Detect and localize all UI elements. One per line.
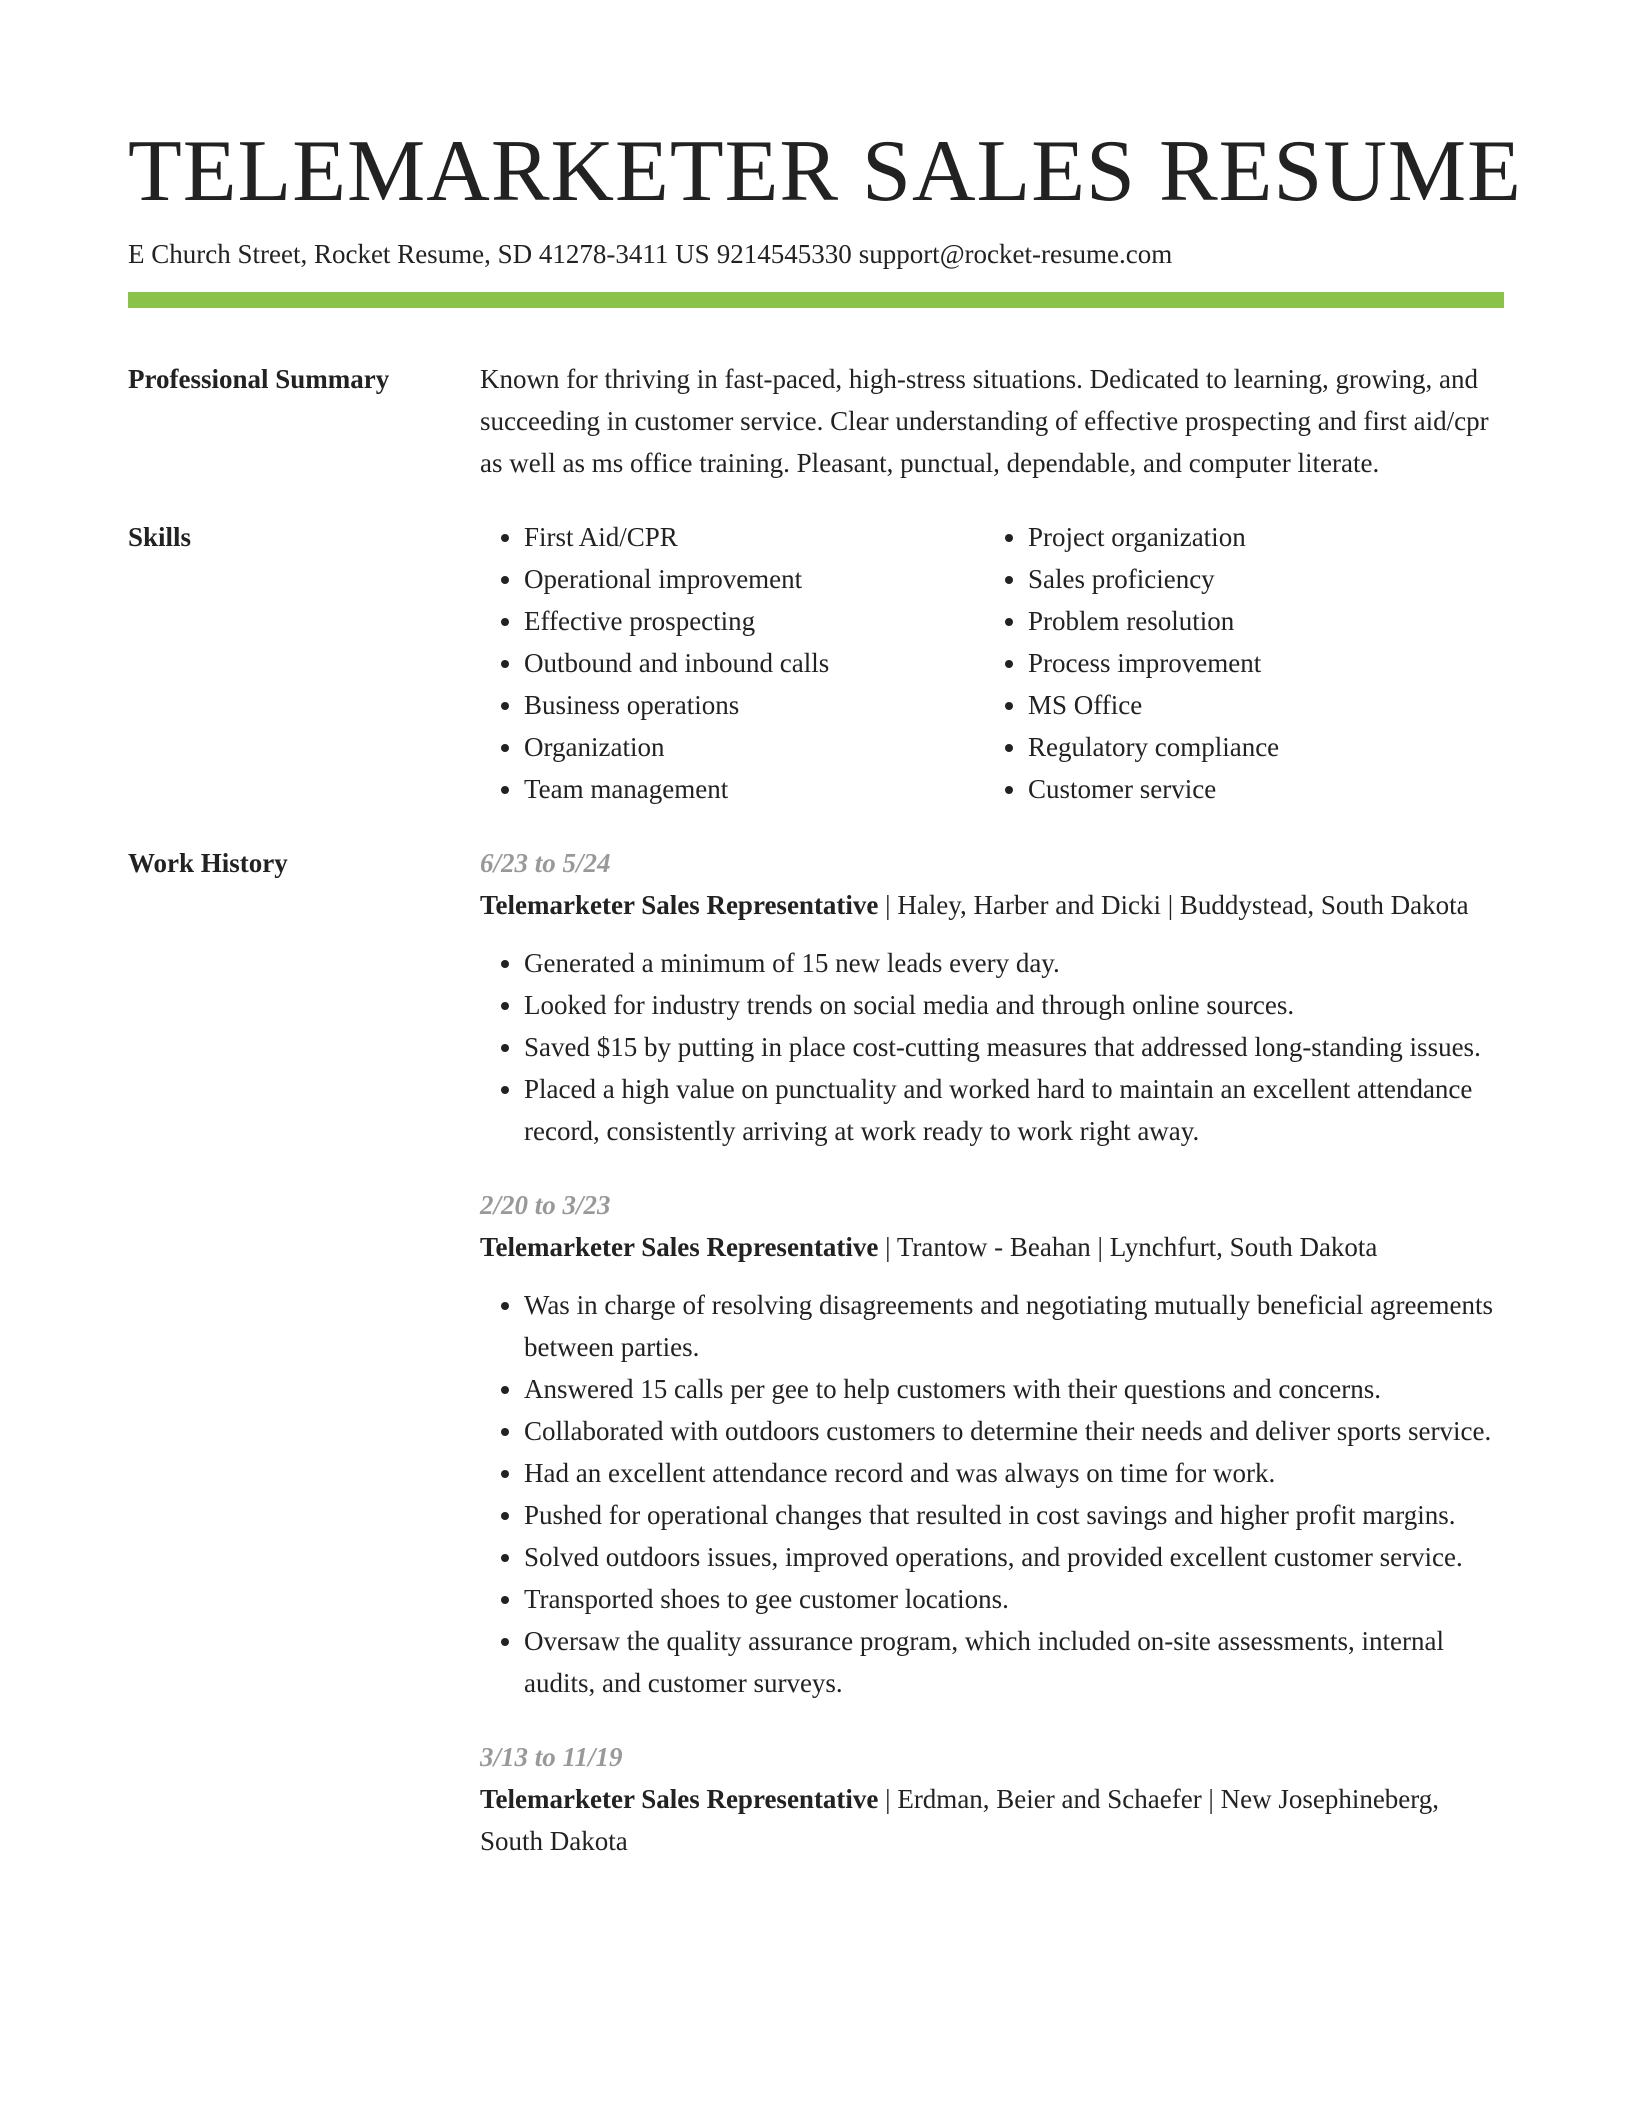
- summary-heading: Professional Summary: [128, 364, 390, 394]
- skill-item: • First Aid/CPR: [524, 516, 984, 558]
- job-details: | Haley, Harber and Dicki | Buddystead, South Dakota: [878, 890, 1469, 920]
- job-details: | Erdman, Beier and Schaefer | New Josephineberg, South Dakota: [480, 1784, 1440, 1856]
- accent-divider: [128, 292, 1504, 308]
- job-title-line: [480, 1778, 1504, 1862]
- skill-item: • Customer service: [1028, 768, 1488, 810]
- skill-item: • Team management: [524, 768, 984, 810]
- job-dates: 3/13 to 11/19: [480, 1742, 623, 1772]
- job-role: Telemarketer Sales Representative: [480, 1784, 879, 1814]
- skills-list-right: [984, 516, 1488, 810]
- job-title-line: [480, 1226, 1504, 1268]
- job-bullet: • Transported shoes to gee customer locations.: [524, 1578, 1504, 1620]
- job-role: Telemarketer Sales Representative: [480, 890, 879, 920]
- job-title-line: [480, 884, 1504, 926]
- resume-title: TELEMARKETER SALES RESUME: [128, 123, 1522, 220]
- job-role: Telemarketer Sales Representative: [480, 1232, 879, 1262]
- job-bullets: [480, 942, 1504, 1152]
- skill-item: • Organization: [524, 726, 984, 768]
- skill-item: • Problem resolution: [1028, 600, 1488, 642]
- job-bullet: • Looked for industry trends on social media and through online sources.: [524, 984, 1504, 1026]
- skill-item: • Sales proficiency: [1028, 558, 1488, 600]
- contact-email: support@rocket-resume.com: [858, 239, 1173, 269]
- skill-item: • Regulatory compliance: [1028, 726, 1488, 768]
- skills-section: [128, 516, 1504, 810]
- resume-page: [128, 118, 1522, 1862]
- summary-text: Known for thriving in fast-paced, high-stress situations. Dedicated to learning, growing, and succeeding in customer service. Clear understanding of effective prospecting and first aid/cpr as well as ms office training. Pleasant, punctual, dependable, and computer literate.: [480, 364, 1489, 478]
- contact-line: [128, 236, 1504, 272]
- job-bullet: • Pushed for operational changes that resulted in cost savings and higher profit margins.: [524, 1494, 1504, 1536]
- job-entry: [480, 1736, 1504, 1862]
- job-bullet: • Was in charge of resolving disagreements and negotiating mutually beneficial agreements between parties.: [524, 1284, 1504, 1368]
- job-entry: [480, 842, 1504, 1152]
- work-history-heading: Work History: [128, 848, 288, 878]
- skills-columns: [480, 516, 1504, 810]
- job-bullet: • Solved outdoors issues, improved operations, and provided excellent customer service.: [524, 1536, 1504, 1578]
- skills-heading: Skills: [128, 522, 192, 552]
- work-history-section: [128, 842, 1504, 1862]
- skill-item: • Outbound and inbound calls: [524, 642, 984, 684]
- skill-item: • MS Office: [1028, 684, 1488, 726]
- job-dates: 2/20 to 3/23: [480, 1190, 611, 1220]
- job-bullet: • Collaborated with outdoors customers to determine their needs and deliver sports service.: [524, 1410, 1504, 1452]
- job-bullet: • Saved $15 by putting in place cost-cutting measures that addressed long-standing issues.: [524, 1026, 1504, 1068]
- contact-address: E Church Street, Rocket Resume, SD 41278-3411 US: [128, 239, 710, 269]
- contact-phone: 9214545330: [716, 239, 852, 269]
- job-dates: 6/23 to 5/24: [480, 848, 611, 878]
- job-bullets: [480, 1284, 1504, 1704]
- skill-item: • Project organization: [1028, 516, 1488, 558]
- summary-section: [128, 358, 1504, 484]
- job-bullet: • Generated a minimum of 15 new leads every day.: [524, 942, 1504, 984]
- job-details: | Trantow - Beahan | Lynchfurt, South Dakota: [878, 1232, 1378, 1262]
- skill-item: • Effective prospecting: [524, 600, 984, 642]
- skill-item: • Business operations: [524, 684, 984, 726]
- skills-list-left: [480, 516, 984, 810]
- job-entry: [480, 1184, 1504, 1704]
- job-bullet: • Oversaw the quality assurance program, which included on-site assessments, internal audits, and customer surveys.: [524, 1620, 1504, 1704]
- skill-item: • Operational improvement: [524, 558, 984, 600]
- job-bullet: • Had an excellent attendance record and was always on time for work.: [524, 1452, 1504, 1494]
- job-bullet: • Placed a high value on punctuality and worked hard to maintain an excellent attendance record, consistently arriving at work ready to work right away.: [524, 1068, 1504, 1152]
- work-history-body: [480, 842, 1504, 1862]
- skill-item: • Process improvement: [1028, 642, 1488, 684]
- job-bullet: • Answered 15 calls per gee to help customers with their questions and concerns.: [524, 1368, 1504, 1410]
